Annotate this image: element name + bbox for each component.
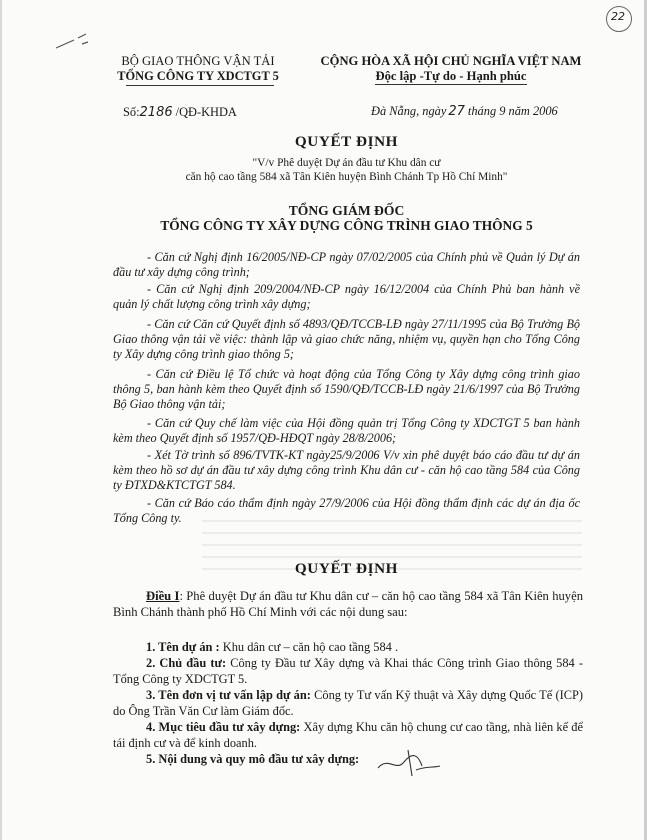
number-handwritten: 2186 bbox=[139, 105, 173, 120]
bleed-through-band bbox=[202, 520, 582, 580]
date-prefix: Đà Nẵng, ngày bbox=[371, 104, 447, 118]
document-title: QUYẾT ĐỊNH bbox=[294, 133, 399, 150]
motto: Độc lập -Tự do - Hạnh phúc bbox=[375, 69, 527, 83]
item-5: 5. Nội dung và quy mô đầu tư xây dựng: bbox=[146, 752, 360, 766]
date-suffix: tháng 9 năm 2006 bbox=[467, 104, 558, 118]
header-left-rule bbox=[126, 85, 274, 86]
item-4: 4. Mục tiêu đầu tư xây dựng: Xây dựng Khu căn hộ chung cư cao tầng, nhà liên kế để tái định cư và để kinh doanh. bbox=[113, 720, 583, 750]
document-number bbox=[123, 105, 237, 120]
ground-1: - Căn cứ Nghị định 16/2005/NĐ-CP ngày 07/02/2005 của Chính phủ về Quản lý Dự án đầu tư xây dựng công trình; bbox=[113, 250, 580, 280]
article-1-text: : Phê duyệt Dự án đầu tư Khu dân cư – căn hộ cao tầng 584 xã Tân Kiên huyện Bình Chánh thành phố Hồ Chí Minh với các nội dung sau: bbox=[113, 589, 583, 620]
article-1-label: Điều I bbox=[146, 589, 180, 603]
country-name: CỘNG HÒA XÃ HỘI CHỦ NGHĨA VIỆT NAM bbox=[320, 54, 582, 68]
ministry-name: BỘ GIAO THÔNG VẬN TẢI bbox=[121, 54, 275, 68]
item-2: 2. Chủ đầu tư: Công ty Đầu tư Xây dựng và Khai thác Công trình Giao thông 584 - Tổng Công ty XDCTGT 5. bbox=[113, 656, 584, 686]
article-1 bbox=[113, 588, 583, 621]
decision-title: QUYẾT ĐỊNH bbox=[294, 560, 399, 577]
corner-page-mark bbox=[606, 6, 632, 32]
ground-7: - Căn cứ Báo cáo thẩm định ngày 27/9/2006 của Hội đồng thẩm định các dự án địa ốc Tổng Công ty. bbox=[113, 496, 580, 526]
initial-scribble-icon bbox=[374, 746, 444, 780]
authority-org: TỔNG CÔNG TY XÂY DỰNG CÔNG TRÌNH GIAO THÔNG 5 bbox=[160, 218, 533, 233]
company-name: TỔNG CÔNG TY XDCTGT 5 bbox=[117, 69, 279, 83]
authority-title: TỔNG GIÁM ĐỐC bbox=[288, 203, 405, 218]
number-suffix: /QĐ-KHDA bbox=[175, 105, 237, 119]
pen-mark-icon bbox=[52, 30, 92, 54]
ground-5: - Căn cứ Quy chế làm việc của Hội đồng quản trị Tổng Công ty XDCTGT 5 ban hành kèm theo Quyết định số 1957/QĐ-HĐQT ngày 28/8/2006; bbox=[113, 416, 580, 446]
subject-line-2: căn hộ cao tầng 584 xã Tân Kiên huyện Bình Chánh Tp Hồ Chí Minh" bbox=[185, 171, 508, 183]
ground-6: - Xét Tờ trình số 896/TVTK-KT ngày25/9/2006 V/v xin phê duyệt báo cáo đầu tư dự án kèm theo hồ sơ dự án đầu tư xây dựng công trình Khu dân cư - căn hộ cao tầng 584 của Công ty ĐTXD&KTCTGT 584. bbox=[113, 448, 580, 493]
ground-2: - Căn cứ Nghị định 209/2004/NĐ-CP ngày 16/12/2004 của Chính Phủ ban hành về quản lý chất lượng công trình xây dựng; bbox=[113, 282, 580, 312]
item-3: 3. Tên đơn vị tư vấn lập dự án: Công ty Tư vấn Kỹ thuật và Xây dựng Quốc Tế (ICP) do Ông Trần Văn Cư làm Giám đốc. bbox=[113, 688, 584, 718]
ground-3: - Căn cứ Căn cứ Quyết định số 4893/QĐ/TCCB-LĐ ngày 27/11/1995 của Bộ Trưởng Bộ Giao thông vận tải về việc: thành lập và giao chức năng, nhiệm vụ, quyền hạn cho Tổng Công ty Xây dựng công trình giao thông 5; bbox=[113, 317, 580, 362]
subject-line-1: "V/v Phê duyệt Dự án đầu tư Khu dân cư bbox=[252, 157, 441, 169]
date-day-handwritten: 27 bbox=[448, 104, 465, 119]
number-prefix: Số: bbox=[123, 105, 140, 119]
corner-mark-text: 22 bbox=[611, 10, 625, 23]
ground-4: - Căn cứ Điều lệ Tổ chức và hoạt động của Tổng Công ty Xây dựng công trình giao thông 5, ban hành kèm theo Quyết định số 1590/QĐ/TCCB-LĐ ngày 21/6/1997 của Bộ Trưởng Bộ Giao thông vận tải; bbox=[113, 367, 580, 412]
item-1: 1. Tên dự án : Khu dân cư – căn hộ cao tầng 584 . bbox=[146, 640, 399, 654]
document-date bbox=[371, 104, 558, 119]
